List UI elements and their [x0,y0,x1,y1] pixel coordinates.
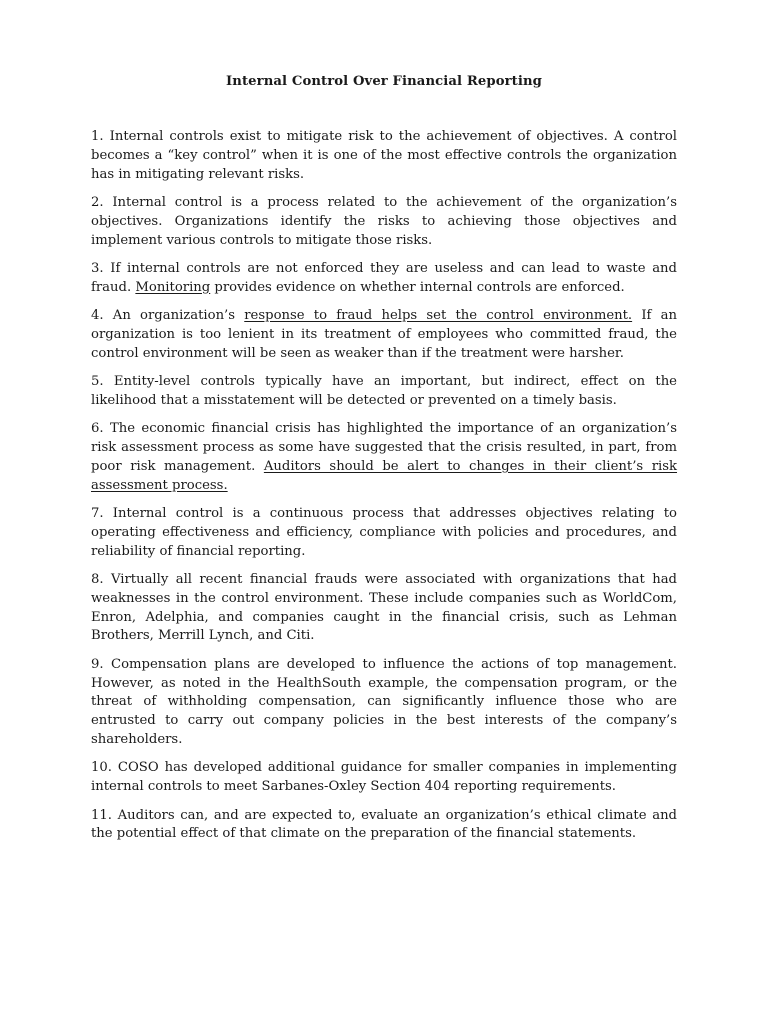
paragraph-text: 3. If internal controls are not enforced they are useless and can lead to waste and fraud. [91,260,677,295]
paragraph-text: 2. Internal control is a process related to the achievement of the organization’s objectives. Organizations identify the risks to achieving those objectives and implement various controls to mitigate those risks. [91,194,677,248]
paragraph-11 [91,807,677,845]
paragraph-text: 6. The economic financial crisis has highlighted the importance of an organization’s risk assessment process as some have suggested that the crisis resulted, in part, from poor risk management. [91,421,677,474]
paragraph-7 [91,505,677,561]
underlined-text: response to fraud helps set the control environment. [244,308,633,324]
paragraph-text: 4. An organization’s [91,308,245,324]
underlined-text: Auditors should be alert to changes in their client’s risk assessment process. [91,458,678,493]
paragraph-text: 9. Compensation plans are developed to influence the actions of top management. However, as noted in the HealthSouth example, the compensation program, or the threat of withholding compensation, can significantly influence those who are entrusted to carry out company policies in the best interests of the company’s shareholders. [91,656,677,748]
paragraph-10 [91,759,677,797]
paragraph-9 [91,656,677,750]
paragraph-1 [91,128,677,184]
underlined-text: Monitoring [135,279,211,295]
paragraph-text: provides evidence on whether internal controls are enforced. [210,279,625,295]
paragraph-text: 7. Internal control is a continuous process that addresses objectives relating to operating effectiveness and efficiency, compliance with policies and procedures, and reliability of financial reporting. [91,506,677,559]
paragraph-2 [91,194,677,250]
paragraph-text: If an organization is too lenient in its treatment of employees who committed fraud, the control environment will be seen as weaker than if the treatment were harsher. [91,308,677,361]
paragraph-text: 11. Auditors can, and are expected to, evaluate an organization’s ethical climate and the potential effect of that climate on the preparation of the financial statements. [91,807,677,842]
paragraph-text: 10. COSO has developed additional guidance for smaller companies in implementing internal controls to meet Sarbanes-Oxley Section 404 reporting requirements. [91,760,677,795]
paragraph-text: 1. Internal controls exist to mitigate risk to the achievement of objectives. A control becomes a “key control” when it is one of the most effective controls the organization has in mitigating relevant risks. [91,129,677,182]
paragraph-text: 5. Entity-level controls typically have an important, but indirect, effect on the likelihood that a misstatement will be detected or prevented on a timely basis. [91,374,677,408]
paragraph-3 [91,260,677,298]
paragraph-8 [91,571,677,646]
document-page [91,72,677,854]
paragraph-5 [91,373,677,411]
paragraph-4 [91,307,677,363]
paragraph-6 [91,420,677,495]
paragraph-text: 8. Virtually all recent financial frauds were associated with organizations that had weaknesses in the control environment. These include companies such as WorldCom, Enron, Adelphia, and companies caught in the financial crisis, such as Lehman Brothers, Merrill Lynch, and Citi. [91,572,677,644]
document-title: Internal Control Over Financial Reporting [226,74,542,89]
